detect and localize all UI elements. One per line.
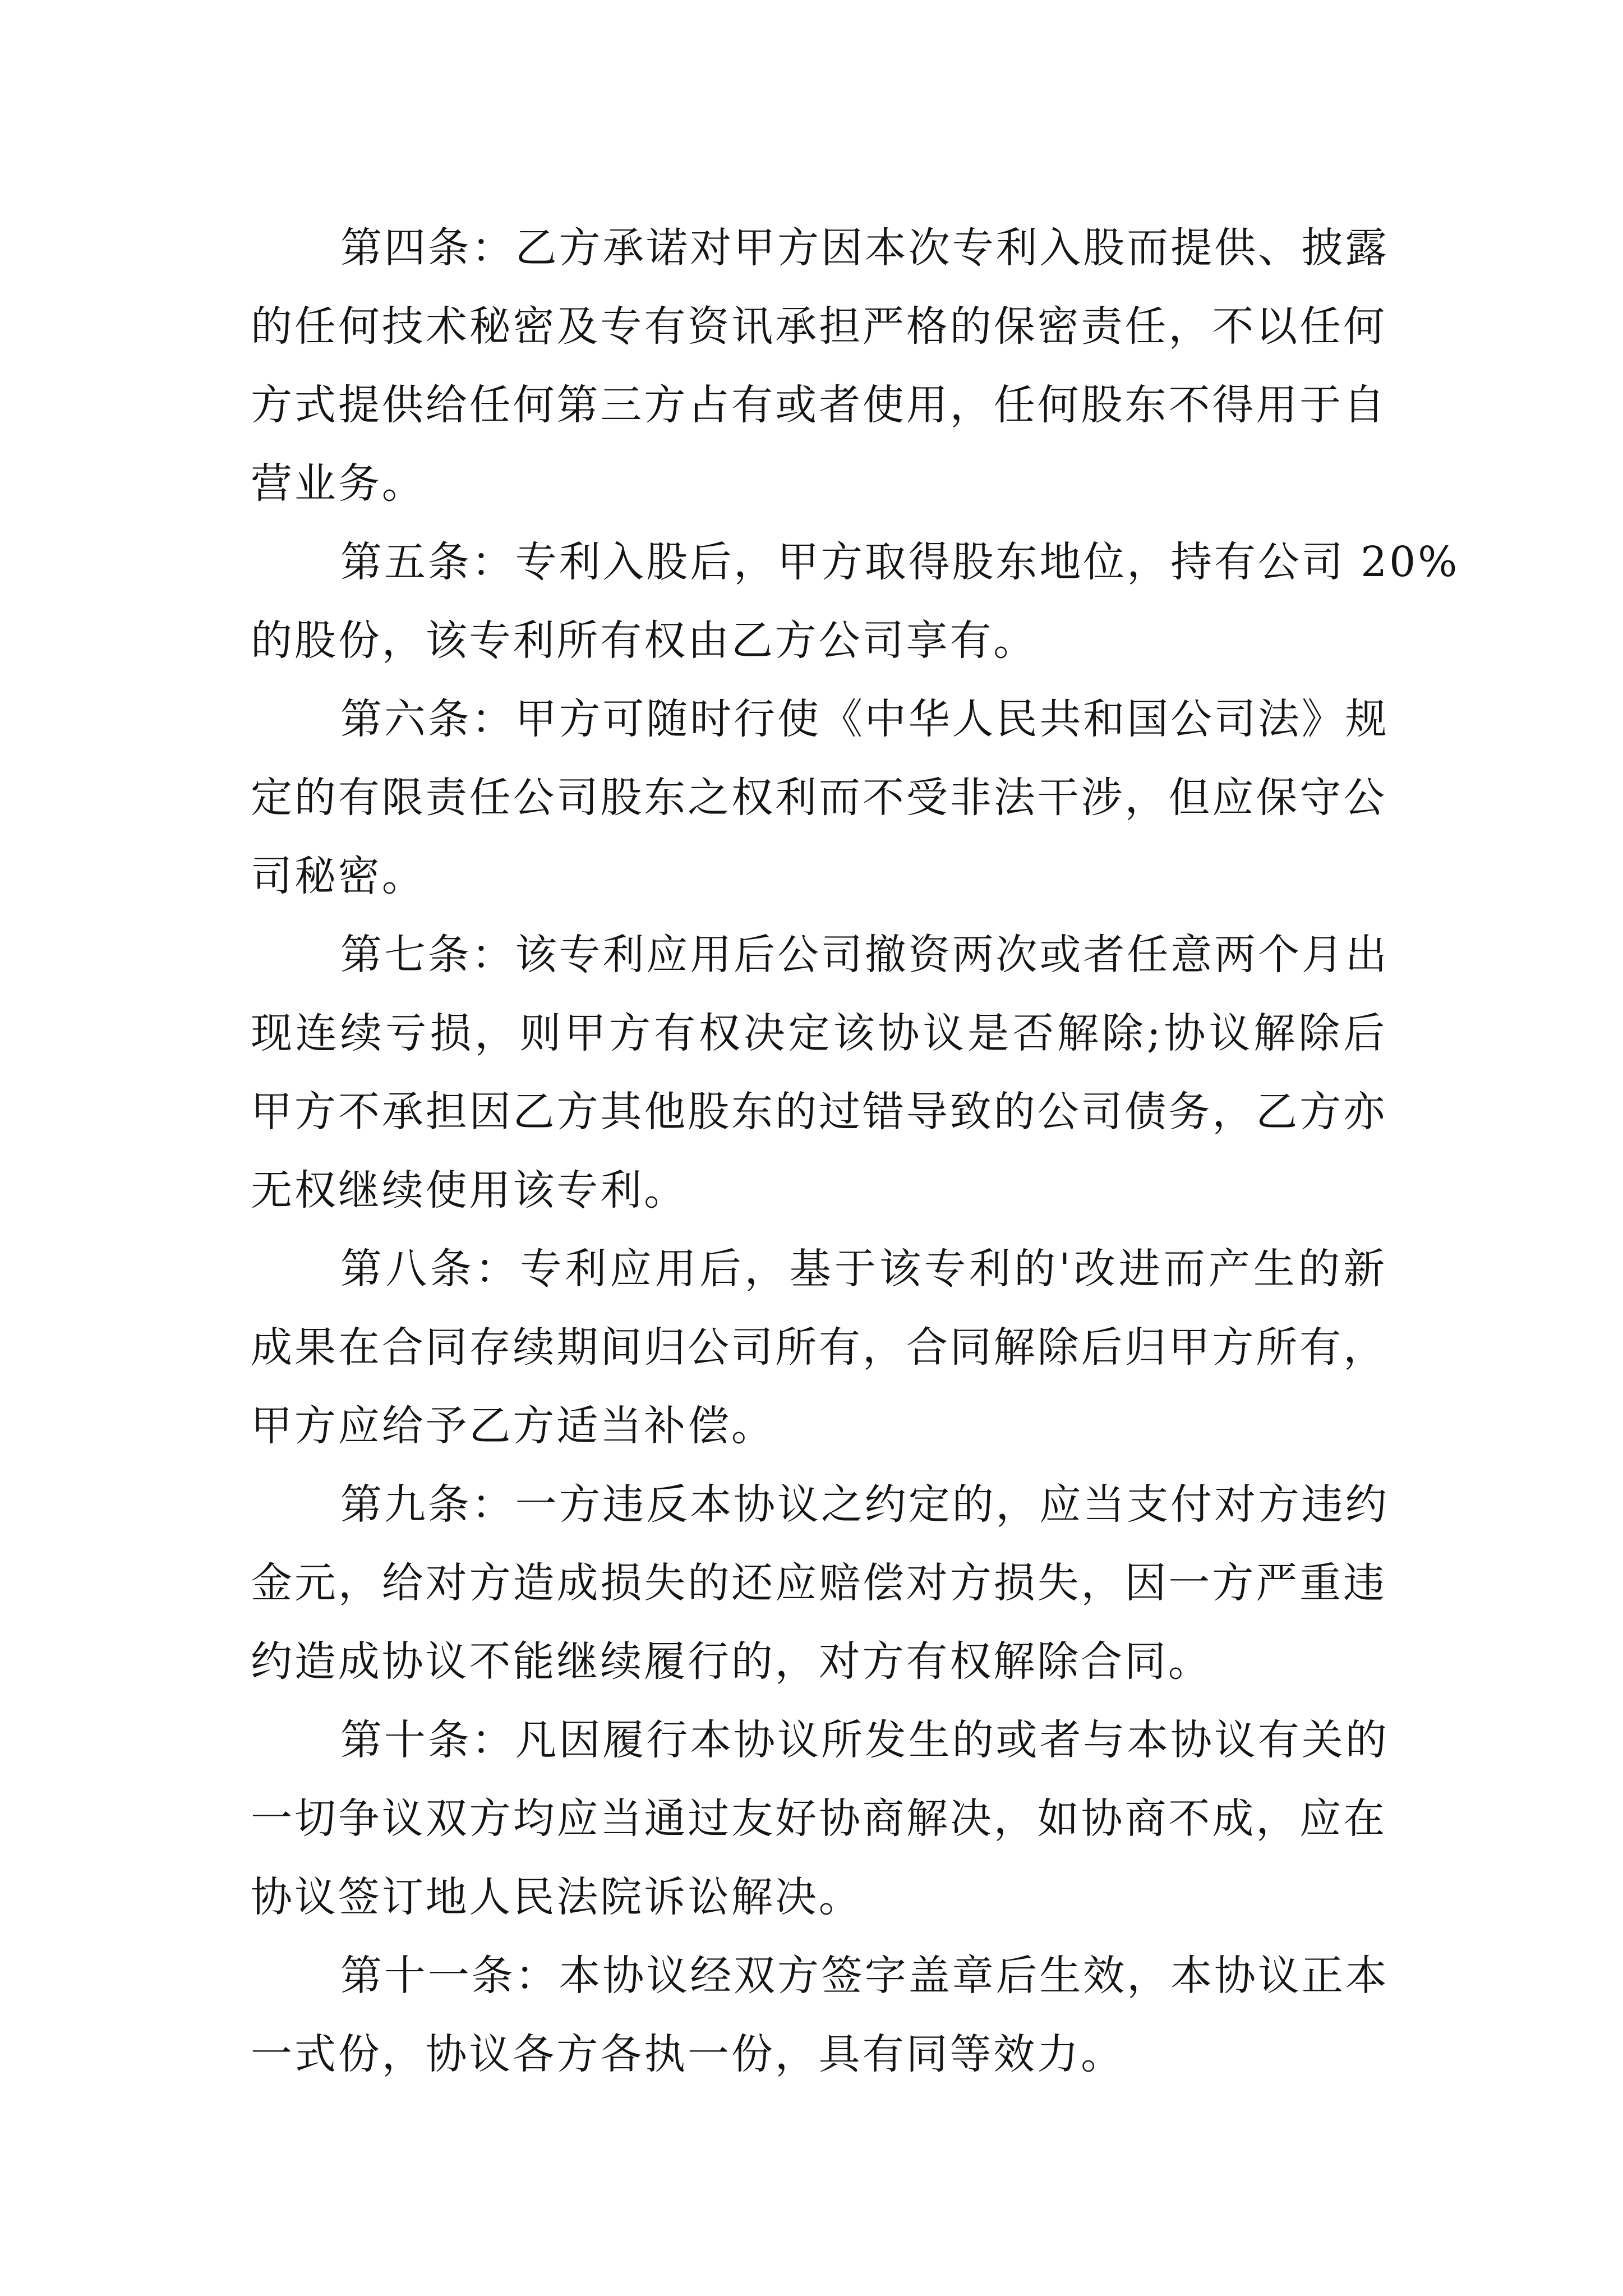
clause-line: 方式提供给任何第三方占有或者使用，任何股东不得用于自 xyxy=(251,381,1387,429)
clause-line: 司秘密。 xyxy=(251,852,426,900)
clause-line: 一式份，协议各方各执一份，具有同等效力。 xyxy=(251,2030,1124,2078)
clause-line: 第十一条：本协议经双方签字盖章后生效，本协议正本 xyxy=(340,1952,1389,2000)
clause-11 xyxy=(251,1936,1387,2093)
clause-line: 成果在合同存续期间归公司所有，合同解除后归甲方所有， xyxy=(251,1323,1387,1372)
clause-line: 第九条：一方违反本协议之约定的，应当支付对方违约 xyxy=(340,1480,1389,1529)
clause-line: 的任何技术秘密及专有资讯承担严格的保密责任，不以任何 xyxy=(251,302,1387,351)
document-body xyxy=(251,209,1460,2093)
clause-8 xyxy=(251,1230,1387,1465)
clause-line: 甲方不承担因乙方其他股东的过错导致的公司债务，乙方亦 xyxy=(251,1088,1387,1136)
clause-line: 第六条：甲方可随时行使《中华人民共和国公司法》规 xyxy=(340,695,1389,743)
clause-line: 甲方应给予乙方适当补偿。 xyxy=(251,1402,775,1450)
clause-line: 约造成协议不能继续履行的，对方有权解除合同。 xyxy=(251,1637,1212,1686)
clause-line: 定的有限责任公司股东之权利而不受非法干涉，但应保守公 xyxy=(251,774,1387,822)
clause-7 xyxy=(251,915,1387,1230)
clause-4 xyxy=(251,209,1387,523)
clause-line: 现连续亏损，则甲方有权决定该协议是否解除;协议解除后 xyxy=(251,1009,1387,1057)
clause-9 xyxy=(251,1465,1387,1701)
clause-line: 第八条：专利应用后，基于该专利的'改进而产生的新 xyxy=(340,1245,1387,1293)
clause-5 xyxy=(251,523,1460,680)
clause-line: 一切争议双方均应当通过友好协商解决，如协商不成，应在 xyxy=(251,1795,1387,1843)
clause-line: 金元，给对方造成损失的还应赔偿对方损失，因一方严重违 xyxy=(251,1559,1387,1607)
clause-line: 营业务。 xyxy=(251,459,426,508)
clause-10 xyxy=(251,1701,1387,1936)
clause-line: 无权继续使用该专利。 xyxy=(251,1166,688,1214)
clause-line: 的股份，该专利所有权由乙方公司享有。 xyxy=(251,616,1038,665)
clause-line: 协议签订地人民法院诉讼解决。 xyxy=(251,1873,863,1921)
clause-line: 第十条：凡因履行本协议所发生的或者与本协议有关的 xyxy=(340,1716,1389,1764)
clause-6 xyxy=(251,680,1387,915)
clause-line: 第四条：乙方承诺对甲方因本次专利入股而提供、披露 xyxy=(340,224,1389,272)
clause-line: 第七条：该专利应用后公司撤资两次或者任意两个月出 xyxy=(340,931,1389,979)
clause-line: 第五条：专利入股后，甲方取得股东地位，持有公司 20% xyxy=(340,538,1460,586)
